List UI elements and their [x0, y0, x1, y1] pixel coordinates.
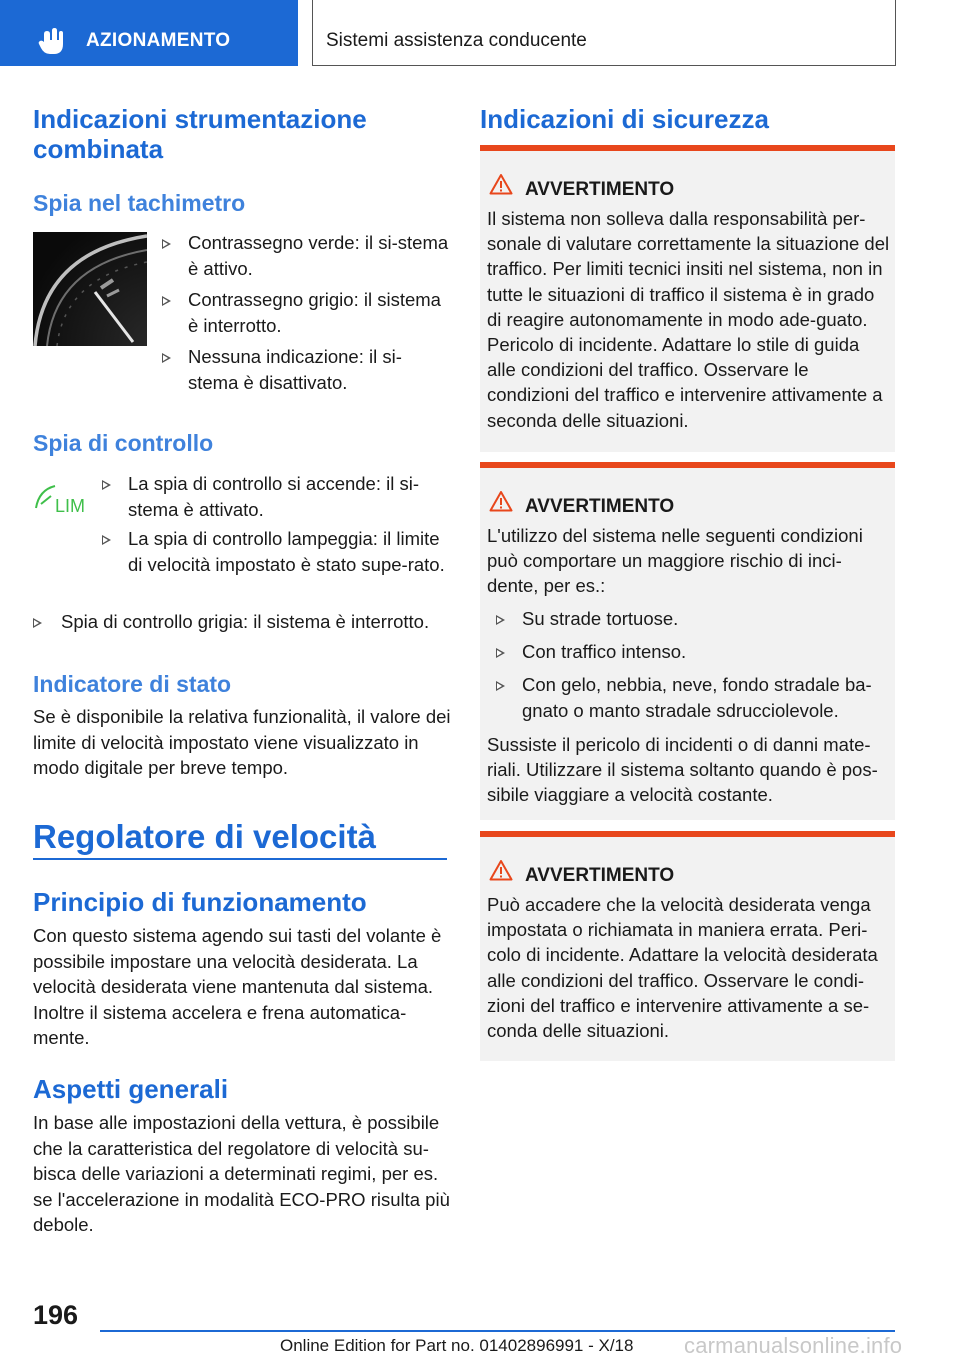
tachometer-gauge-icon [33, 232, 147, 346]
warning-text: Può accadere che la velocità desiderata venga impostata o richiamata in maniera errata. Peri-colo di incidente. Adattare la velocità desiderata alle condizioni del traffico. Osservare le condi-zioni del traffico e intervenire attivamente a se-conda delle situazioni. [487, 894, 878, 1042]
heading-spia-tachimetro: Spia nel tachimetro [33, 190, 246, 216]
heading-regolatore-velocita: Regolatore di velocità [33, 818, 376, 855]
paragraph-aspetti: In base alle impostazioni della vettura, è possibile che la caratteristica del regolatore di velocità su-bisca delle variazioni a determinati regimi, per es. se l'accelerazione in modalità ECO-PRO risulta più debole. [33, 1112, 450, 1235]
footer-divider [100, 1330, 895, 1332]
paragraph-principio: Con questo sistema agendo sui tasti del volante è possibile impostare una velocità desiderata. La velocità desiderata viene mantenuta dal sistema. Inoltre il sistema accelera e frena automatica-mente. [33, 925, 442, 1048]
watermark: carmanualsonline.info [684, 1333, 903, 1358]
header-section-tab [0, 0, 298, 66]
list-item: Con gelo, nebbia, neve, fondo stradale ba-gnato o manto stradale sdrucciolevole. [496, 672, 891, 723]
warning-triangle-icon [489, 859, 513, 881]
section-title: AZIONAMENTO [86, 30, 231, 51]
chapter-title: Sistemi assistenza conducente [326, 30, 587, 51]
triangle-bullet-icon [162, 353, 171, 363]
header-chapter-box [312, 0, 896, 66]
warning-triangle-icon [489, 490, 513, 512]
triangle-bullet-icon [496, 681, 505, 691]
hand-pointer-icon [38, 28, 68, 54]
triangle-bullet-icon [33, 618, 42, 628]
list-item: La spia di controllo lampeggia: il limite di velocità impostato è stato supe-rato. [102, 526, 452, 577]
list-item: La spia di controllo si accende: il si-stema è attivato. [102, 471, 452, 522]
warning-text: Il sistema non solleva dalla responsabilità per-sonale di valutare correttamente la situazione del traffico. Per limiti tecnici insiti nel sistema, non in tutte le situazioni di traffico il sistema è in grado di reagire autonomamente in modo ade-guato. Pericolo di incidente. Adattare lo stile di guida alle condizioni del traffico. Osservare le condizioni del traffico e intervenire attivamente a seconda delle situazioni. [487, 208, 890, 431]
list-item: Su strade tortuose. [496, 606, 891, 632]
list-item: Con traffico intenso. [496, 639, 891, 665]
tachometer-image [33, 232, 147, 346]
warning-intro: L'utilizzo del sistema nelle seguenti condizioni può comportare un maggiore rischio di inci-dente, per es.: [487, 525, 863, 597]
heading-indicatore-stato: Indicatore di stato [33, 671, 232, 697]
triangle-bullet-icon [496, 648, 505, 658]
warning-box [480, 462, 895, 820]
triangle-bullet-icon [102, 535, 111, 545]
page-number: 196 [33, 1300, 79, 1330]
section-divider [33, 858, 447, 860]
heading-indicazioni-strumentazione: Indicazioni strumentazione combinata [33, 104, 367, 164]
heading-spia-controllo: Spia di controllo [33, 430, 214, 456]
lim-label: LIM [55, 496, 86, 516]
triangle-bullet-icon [162, 296, 171, 306]
footer-edition: Online Edition for Part no. 01402896991 - X/18 [280, 1336, 634, 1355]
warning-title: AVVERTIMENTO [525, 496, 675, 517]
list-item: Spia di controllo grigia: il sistema è interrotto. [33, 609, 453, 635]
list-item: Contrassegno verde: il si-stema è attivo. [162, 230, 452, 281]
heading-indicazioni-sicurezza: Indicazioni di sicurezza [480, 104, 769, 134]
heading-aspetti-generali: Aspetti generali [33, 1074, 229, 1104]
lim-indicator-icon [33, 480, 89, 520]
warning-box [480, 145, 895, 452]
warning-box [480, 831, 895, 1061]
triangle-bullet-icon [496, 615, 505, 625]
warning-triangle-icon [489, 173, 513, 195]
heading-principio-funzionamento: Principio di funzionamento [33, 887, 367, 917]
warning-outro: Sussiste il pericolo di incidenti o di danni mate-riali. Utilizzare il sistema soltanto quando è pos-sibile viaggiare a velocità costante. [487, 734, 878, 806]
triangle-bullet-icon [102, 480, 111, 490]
list-item: Contrassegno grigio: il sistema è interrotto. [162, 287, 452, 338]
triangle-bullet-icon [162, 239, 171, 249]
warning-title: AVVERTIMENTO [525, 179, 675, 200]
paragraph-indicatore-stato: Se è disponibile la relativa funzionalità, il valore dei limite di velocità impostato viene visualizzato in modo digitale per breve tempo. [33, 706, 451, 778]
list-item: Nessuna indicazione: il si-stema è disattivato. [162, 344, 452, 395]
warning-title: AVVERTIMENTO [525, 865, 675, 886]
